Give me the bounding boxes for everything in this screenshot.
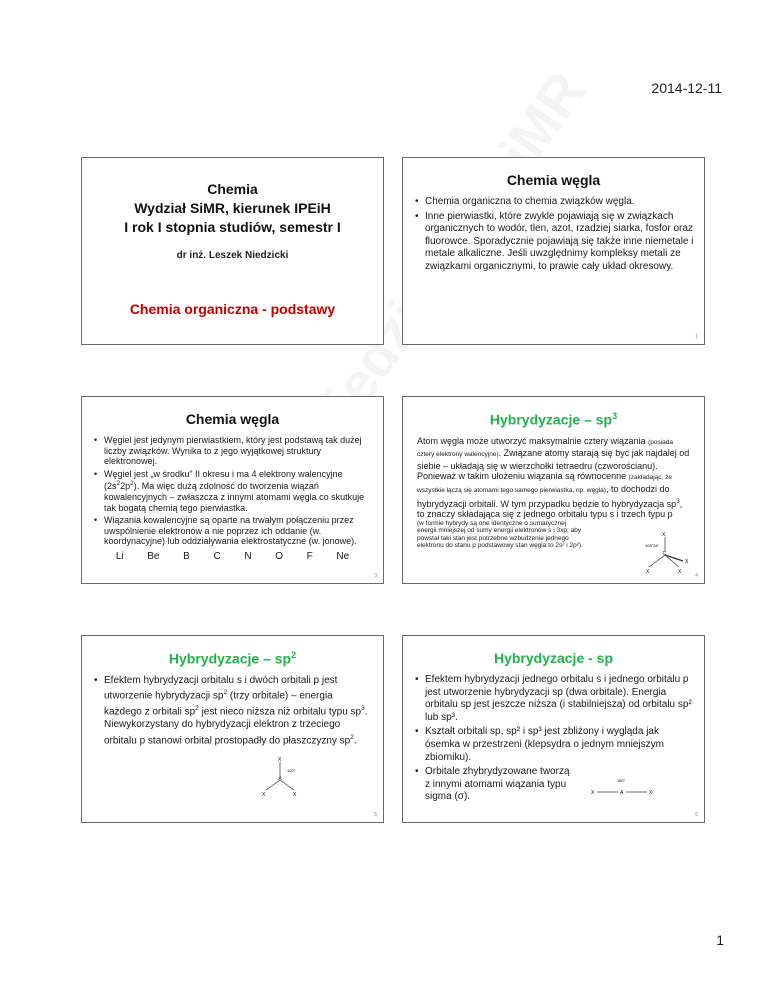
bullet: • Kształt orbitali sp, sp² i sp³ jest zbliżony i wygląda jak ósemka w przestrzeni (klepsydra o jednym mniejszym zbiorniku).	[425, 726, 692, 764]
atom-label-center: C	[662, 551, 667, 557]
slide-title: Hybrydyzacje – $sp^3$	[489, 411, 618, 428]
bullet: • Efektem hybrydyzacji jednego orbitalu s i jednego orbitalu p jest utworzenie hybrydyzacji sp (dwa orbitale). Energia orbitalu sp jest jeszcze niższa (i stabilniejsza) od orbitalu sp² lub sp³.	[425, 674, 692, 724]
bullet: • Wiązania kowalencyjne są oparte na trwałym połączeniu przez uwspólnienie elektronów a nie poprzez ich oddanie (w. koordynacyjne) lub oddziaływania elektrostatyczne (w. jonowe).	[104, 515, 373, 547]
sp2-trigonal-diagram	[250, 754, 310, 800]
bullet: • Chemia organiczna to chemia związków węgla.	[425, 196, 694, 209]
atom-label-x: X	[678, 569, 682, 575]
slide-title: Hybrydyzacje – $sp^2$	[168, 650, 297, 667]
slide-hybrydyzacje-sp2	[81, 635, 384, 823]
semester-line: I rok I stopnia studiów, semestr I	[124, 219, 341, 235]
bond-angle-label: 180°	[617, 778, 626, 783]
atom-label-x: X	[262, 792, 266, 798]
sp3-description: Atom węgla może utworzyć maksymalnie cztery wiązania (posiada cztery elektrony walencyjne). Związane atomy starają się być jak najdalej od siebie – układają się w wierzchołki tetraedru (czworościanu). Ponieważ w takim ułożeniu wiązania są równocenne (zakładając, że wszystkie łączą się atomami tego samego pierwiastka, np. węgla), to dochodzi do hybrydyzacji orbitali. W tym przypadku będzie to hybrydyzacja $sp^3$, to znaczy składająca się z jednego orbitalu typu s i trzech typu p (w formie hybrydy są one identyczne o sumarycznej energii mniejszej od sumy energii elektronów s i 3xp; aby powstał taki stan jest potrzebne wzbudzenie jednego elektronu do stanu p podstawowy stan węgla to 2s² i 2p²).	[417, 435, 690, 550]
sp3-tetrahedral-diagram	[635, 529, 695, 579]
element-symbol: O	[275, 550, 283, 562]
bullet: • Inne pierwiastki, które zwykle pojawiają się w związkach organicznych to wodór, tlen, azot, rzadziej siarka, fosfor oraz fluorowce. Sporadycznie pojawiają się także inne niemetale i metale alkaliczne. Jeśli uwzględnimy kompleksy metali ze związkami organicznymi, to prawie cały układ okresowy.	[425, 211, 694, 274]
atom-label-x: X	[591, 790, 595, 796]
atom-label-center: A	[278, 776, 282, 782]
slide-chemia-wegla-2	[81, 396, 384, 584]
slide-hybrydyzacje-sp3	[402, 396, 705, 584]
slide-title: Hybrydyzacje - sp	[493, 650, 614, 666]
atom-label-center: A	[620, 790, 624, 796]
bullet: • Węgiel jest „w środku” II okresu i ma 4 elektrony walencyjne $(2s^22p^2)$. Ma więc dużą zdolność do tworzenia wiązań kowalencyjnych – zwłaszcza z innymi atomami węgla co skutkuje tak bogatą chemią tego pierwiastka.	[104, 469, 373, 513]
atom-label-x: X	[293, 792, 297, 798]
slide-chemia-wegla-1	[402, 157, 705, 345]
bullet: • Orbitale zhybrydyzowane tworzą z innymi atomami wiązania typu sigma (σ).	[425, 766, 575, 804]
slide-title: Chemia węgla	[185, 411, 280, 427]
element-symbol: Li	[115, 550, 124, 562]
sp-linear-diagram	[587, 774, 657, 804]
bond-angle-label: 109°28'	[645, 543, 659, 548]
element-symbol: B	[183, 550, 190, 562]
lecture-subtitle: Chemia organiczna - podstawy	[129, 301, 336, 317]
header-date: 2014-12-11	[651, 80, 722, 96]
element-symbol: F	[306, 550, 313, 562]
element-symbol: Be	[147, 550, 160, 562]
faculty-line: Wydział SiMR, kierunek IPEiH	[134, 200, 331, 216]
bullet: • Węgiel jest jedynym pierwiastkiem, który jest podstawą tak dużej liczby związków. Wynika to z jego wyjątkowej struktury elektronowej.	[104, 435, 373, 467]
period-elements	[104, 551, 361, 562]
bullet: • Efektem hybrydyzacji orbitalu s i dwóch orbitali p jest utworzenie hybrydyzacji $sp^2$ (trzy orbitale) – energia każdego z orbitali $sp^2$ jest nieco niższa niż orbitalu typu $sp^3$. Niewykorzystany do hybrydyzacji elektron z trzeciego orbitalu p stanowi orbital prostopadły do płaszczyzny $sp^2$.	[104, 675, 369, 748]
author: dr inż. Leszek Niedzicki	[176, 250, 289, 261]
slide-title: Chemia węgla	[506, 172, 601, 188]
slide-number: 3	[374, 573, 377, 579]
slide-number: 6	[695, 812, 698, 818]
atom-label-x: X	[646, 569, 650, 575]
slide-number: 5	[374, 812, 377, 818]
bond-angle-label: 120°	[287, 768, 296, 773]
element-symbol: Ne	[336, 550, 350, 562]
course-title: Chemia	[207, 181, 258, 197]
element-symbol: C	[213, 550, 221, 562]
slide-number: 1	[695, 334, 698, 340]
atom-label-x: X	[649, 790, 653, 796]
element-symbol: N	[244, 550, 252, 562]
slide-hybrydyzacje-sp	[402, 635, 705, 823]
atom-label-x: X	[685, 559, 689, 565]
page-number: 1	[716, 932, 724, 948]
atom-label-x: X	[662, 532, 666, 538]
slide-title-page	[81, 157, 384, 345]
atom-label-x: X	[278, 757, 282, 763]
slide-number: 4	[695, 573, 698, 579]
